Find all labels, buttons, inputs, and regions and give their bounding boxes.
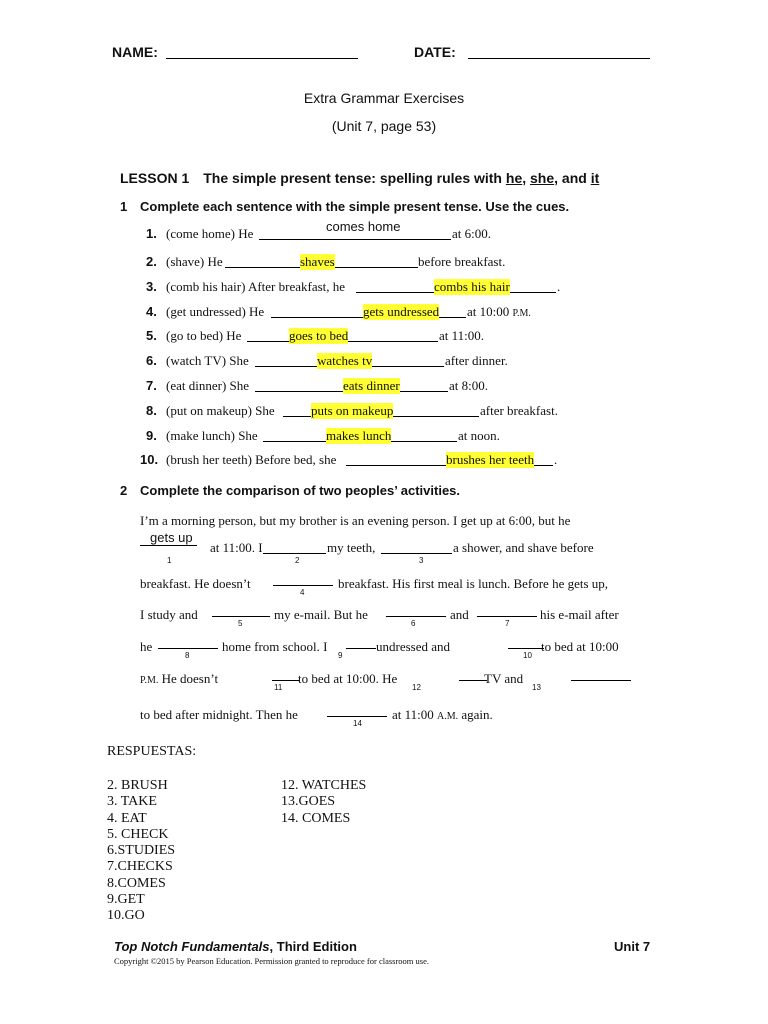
copyright-notice: Copyright ©2015 by Pearson Education. Permission granted to reproduce for classroom use. (114, 956, 429, 966)
lesson-heading (120, 170, 599, 186)
lesson-sep: , (522, 170, 531, 186)
item-post-text: at 10:00 (467, 304, 513, 319)
item-answer: comes home (326, 219, 401, 234)
item-number: 9. (146, 428, 157, 443)
item-answer: shaves (300, 254, 335, 269)
answer-entry: 13.GOES (281, 794, 336, 810)
item-cue: (brush her teeth) Before bed, she (166, 452, 337, 467)
book-title: Top Notch Fundamentals (114, 939, 270, 954)
item-post: . (554, 452, 558, 467)
book-edition: , Third Edition (269, 939, 357, 954)
blank-2[interactable] (263, 553, 326, 554)
paragraph-line: a shower, and shave before (453, 540, 594, 555)
blank-13[interactable] (571, 680, 631, 681)
item-cue: (get undressed) He (166, 304, 265, 319)
item-answer: brushes her teeth (446, 452, 535, 467)
paragraph-line: my e-mail. But he (274, 607, 368, 622)
blank-8[interactable] (158, 648, 218, 649)
date-field[interactable] (468, 58, 650, 59)
blank-number: 8 (185, 651, 190, 660)
item-cue: (eat dinner) She (166, 378, 250, 393)
item-post: . (557, 279, 561, 294)
paragraph-line: to bed at 10:00 (541, 639, 619, 654)
blank-1-answer: gets up (150, 530, 193, 545)
blank-number: 10 (523, 651, 532, 660)
item-cue: (shave) He (166, 254, 223, 269)
paragraph-text: He doesn’t (158, 671, 219, 686)
item-cue: (put on makeup) She (166, 403, 275, 418)
date-label: DATE: (414, 44, 456, 60)
answer-entry: 3. TAKE (107, 794, 157, 810)
answers-column-1 (107, 778, 175, 925)
item-number: 7. (146, 378, 157, 393)
blank-11[interactable] (272, 680, 300, 681)
blank-4[interactable] (273, 585, 333, 586)
footer-book (114, 939, 357, 954)
exercise2-instruction: Complete the comparison of two peoples’ activities. (140, 483, 461, 498)
paragraph-line: my teeth, (327, 540, 376, 555)
item-cue: (come home) He (166, 226, 254, 241)
paragraph-line: home from school. I (222, 639, 328, 654)
blank-7[interactable] (477, 616, 537, 617)
answer-entry: 5. CHECK (107, 826, 169, 842)
paragraph-line: at 11:00. I (210, 540, 263, 555)
footer-unit: Unit 7 (614, 939, 651, 954)
paragraph-line: to bed after midnight. Then he (140, 707, 298, 722)
paragraph-line (140, 671, 218, 687)
paragraph-line: I’m a morning person, but my brother is an evening person. I get up at 6:00, but he (140, 513, 571, 528)
item-number: 1. (146, 226, 157, 241)
blank-number: 1 (167, 556, 172, 565)
item-post (467, 304, 531, 320)
paragraph-line: TV and (484, 671, 524, 686)
blank-number: 14 (353, 719, 362, 728)
item-answer: makes lunch (326, 428, 392, 443)
paragraph-text: at 11:00 (392, 707, 438, 722)
item-cue: (make lunch) She (166, 428, 258, 443)
item-post: at 11:00. (439, 328, 485, 343)
exercise2-number: 2 (120, 483, 128, 498)
page-title: Extra Grammar Exercises (303, 90, 465, 106)
paragraph-line: and (450, 607, 469, 622)
item-answer: eats dinner (343, 378, 400, 393)
blank-6[interactable] (386, 616, 446, 617)
lesson-it: it (590, 170, 600, 186)
answer-entry: 12. WATCHES (281, 778, 367, 793)
lesson-label: LESSON 1 (120, 170, 190, 186)
item-answer: puts on makeup (311, 403, 394, 418)
paragraph-line: I study and (140, 607, 198, 622)
paragraph-line: breakfast. He doesn’t (140, 576, 251, 591)
paragraph-text: again. (458, 707, 493, 722)
blank-number: 9 (338, 651, 343, 660)
item-number: 8. (146, 403, 157, 418)
answer-entry: 6.STUDIES (107, 843, 176, 859)
blank-12[interactable] (459, 680, 487, 681)
item-post-pm: P.M. (512, 308, 531, 319)
paragraph-line: undressed and (376, 639, 451, 654)
blank-14[interactable] (327, 716, 387, 717)
item-number: 10. (140, 452, 159, 467)
lesson-sep: , and (554, 170, 591, 186)
blank-9[interactable] (346, 648, 376, 649)
am-text: A.M. (437, 711, 459, 722)
item-post: before breakfast. (418, 254, 506, 269)
blank-1[interactable] (140, 545, 197, 546)
paragraph-line (392, 707, 493, 723)
blank-number: 11 (274, 683, 283, 692)
item-post: after breakfast. (480, 403, 558, 418)
answers-heading: RESPUESTAS: (107, 744, 197, 759)
item-answer: gets undressed (363, 304, 440, 319)
blank-5[interactable] (212, 616, 270, 617)
item-post: after dinner. (445, 353, 508, 368)
item-post: at 6:00. (452, 226, 491, 241)
blank-10[interactable] (508, 648, 544, 649)
blank-number: 3 (419, 556, 424, 565)
item-answer: combs his hair (434, 279, 510, 294)
item-cue: (go to bed) He (166, 328, 242, 343)
item-number: 3. (146, 279, 157, 294)
blank-number: 5 (238, 619, 243, 628)
answer-entry: 4. EAT (107, 810, 147, 826)
item-number: 5. (146, 328, 157, 343)
item-number: 6. (146, 353, 157, 368)
item-post: at 8:00. (449, 378, 488, 393)
page-subtitle: (Unit 7, page 53) (331, 118, 437, 134)
item-number: 2. (146, 254, 157, 269)
item-number: 4. (146, 304, 157, 319)
lesson-he: he (505, 170, 523, 186)
name-label: NAME: (112, 44, 158, 60)
lesson-title: The simple present tense: spelling rules with (203, 170, 506, 186)
blank-3[interactable] (381, 553, 452, 554)
item-answer: goes to bed (289, 328, 349, 343)
item-answer: watches tv (317, 353, 373, 368)
paragraph-line: breakfast. His first meal is lunch. Before he gets up, (338, 576, 609, 591)
blank-number: 7 (505, 619, 510, 628)
item-post: at noon. (458, 428, 500, 443)
answer-entry: 8.COMES (107, 875, 166, 891)
blank-number: 4 (300, 588, 305, 597)
answer-entry: 7.CHECKS (107, 859, 173, 875)
answer-entry: 14. COMES (281, 810, 351, 826)
item-cue: (comb his hair) After breakfast, he (166, 279, 346, 294)
pm-text: P.M. (140, 675, 159, 686)
blank-number: 13 (532, 683, 541, 692)
paragraph-line: to bed at 10:00. He (298, 671, 398, 686)
item-cue: (watch TV) She (166, 353, 249, 368)
answer-entry: 2. BRUSH (107, 778, 168, 793)
answers-column-2 (281, 778, 366, 827)
answer-entry: 9.GET (107, 892, 145, 908)
blank-number: 6 (411, 619, 416, 628)
paragraph-line: he (140, 639, 153, 654)
name-field[interactable] (166, 58, 358, 59)
lesson-she: she (530, 170, 555, 186)
answer-entry: 10.GO (107, 908, 145, 924)
exercise1-instruction: Complete each sentence with the simple present tense. Use the cues. (140, 199, 570, 214)
exercise1-number: 1 (120, 199, 128, 214)
blank-number: 2 (295, 556, 300, 565)
blank-number: 12 (412, 683, 421, 692)
paragraph-line: his e-mail after (540, 607, 619, 622)
answer-blank[interactable] (259, 239, 451, 240)
